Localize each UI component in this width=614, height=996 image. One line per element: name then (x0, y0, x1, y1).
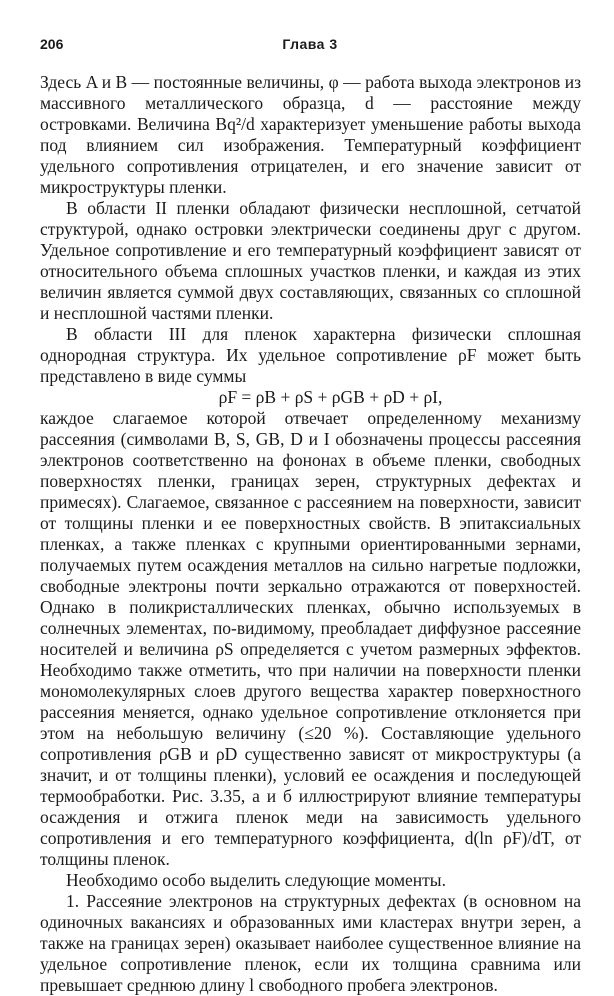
chapter-title: Глава 3 (282, 36, 338, 52)
paragraph-work-function: Здесь A и B — постоянные величины, φ — работа выхода электронов из массивного металлического образца, d — расстояние между островками. Величина Bq²/d характеризует уменьшение работы выхода под влиянием сил изображения. Температурный коэффициент удельного сопротивления отрицателен, и его значение зависит от микроструктуры пленки. (40, 72, 581, 197)
paragraph-scattering-mechanisms: каждое слагаемое которой отвечает определенному механизму рассеяния (символами B, S, GB, D и I обозначены процессы рассеяния электронов соответственно на фононах в объеме пленки, свободных поверхностях пленки, границах зерен, структурных дефектах и примесях). Слагаемое, связанное с рассеянием на поверхности, зависит от толщины пленки и ее поверхностных свойств. В эпитаксиальных пленках, а также пленках с крупными ориентированными зернами, получаемых путем осаждения металлов на сильно нагретые подложки, свободные электроны почти зеркально отражаются от поверхностей. Однако в поликристаллических пленках, обычно используемых в солнечных элементах, по-видимому, преобладает диффузное рассеяние носителей и величина ρS определяется с учетом размерных эффектов. Необходимо также отметить, что при наличии на поверхности пленки мономолекулярных слоев другого вещества характер поверхностного рассеяния меняется, однако удельное сопротивление отклоняется при этом на небольшую величину (≤20 %). Составляющие удельного сопротивления ρGB и ρD существенно зависят от микроструктуры (а значит, и от толщины пленки), условий ее осаждения и последующей термообработки. Рис. 3.35, а и б иллюстрируют влияние температуры осаждения и отжига пленок меди на зависимость удельного сопротивления и его температурного коэффициента, d(ln ρF)/dT, от толщины пленок. (40, 408, 581, 869)
paragraph-region-iii: В области III для пленок характерна физически сплошная однородная структура. Их удельное сопротивление ρF может быть представлено в виде суммы (40, 324, 581, 386)
paragraph-key-points-intro: Необходимо особо выделить следующие моменты. (66, 870, 446, 890)
page-number: 206 (40, 36, 64, 52)
paragraph-region-ii: В области II пленки обладают физически несплошной, сетчатой структурой, однако островки электрически соединены друг с другом. Удельное сопротивление и его температурный коэффициент зависят от относительного объема сплошных участков пленки, и каждая из этих величин является суммой двух составляющих, связанных со сплошной и несплошной частями пленки. (40, 198, 581, 323)
body-text (40, 72, 581, 996)
resistivity-sum-formula: ρF = ρB + ρS + ρGB + ρD + ρI, (218, 387, 443, 407)
paragraph-point-1: 1. Рассеяние электронов на структурных дефектах (в основном на одиночных вакансиях и образованных ими кластерах внутри зерен, а также на границах зерен) оказывает наиболее существенное влияние на удельное сопротивление пленок, если их толщина сравнима или превышает среднюю длину l свободного пробега электронов. (40, 891, 581, 995)
